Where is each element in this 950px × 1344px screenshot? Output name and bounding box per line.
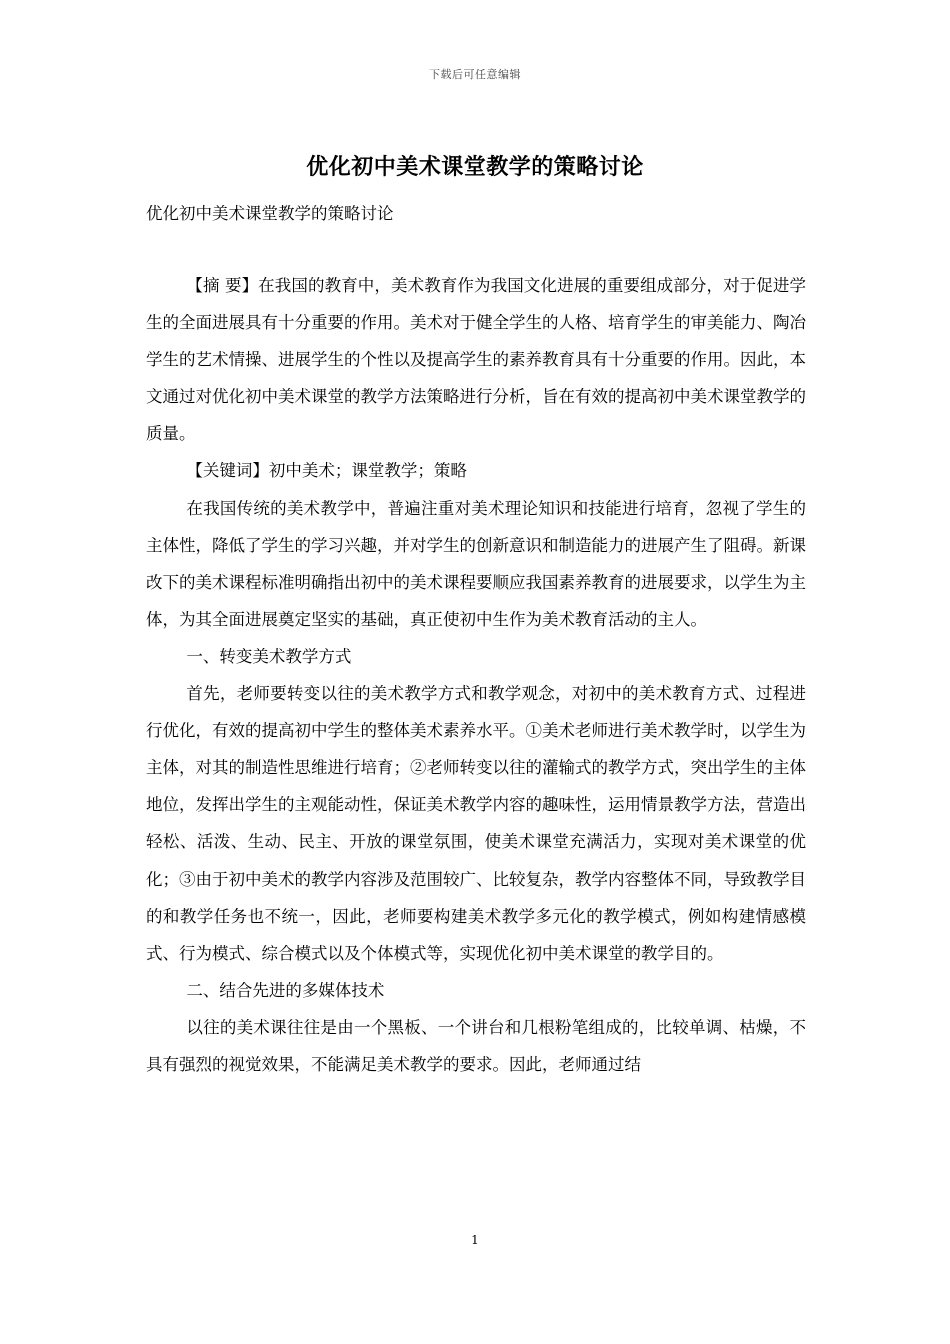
document-body — [146, 267, 806, 1083]
header-note: 下载后可任意编辑 — [429, 68, 521, 81]
section-heading-1: 一、转变美术教学方式 — [186, 646, 352, 666]
page-number: 1 — [471, 1233, 479, 1247]
section-1-paragraph: 首先，老师要转变以往的美术教学方式和教学观念，对初中的美术教育方式、过程进行优化，有效的提高初中学生的整体美术素养水平。①美术老师进行美术教学时，以学生为主体，对其的制造性思维进行培育；②老师转变以往的灌输式的教学方式，突出学生的主体地位，发挥出学生的主观能动性，保证美术教学内容的趣味性，运用情景教学方法，营造出轻松、活泼、生动、民主、开放的课堂氛围，使美术课堂充满活力，实现对美术课堂的优化；③由于初中美术的教学内容涉及范围较广、比较复杂，教学内容整体不同，导致教学目的和教学任务也不统一，因此，老师要构建美术教学多元化的教学模式，例如构建情感模式、行为模式、综合模式以及个体模式等，实现优化初中美术课堂的教学目的。 — [146, 684, 806, 963]
document-subtitle: 优化初中美术课堂教学的策略讨论 — [146, 204, 394, 223]
abstract-paragraph: 【摘 要】在我国的教育中，美术教育作为我国文化进展的重要组成部分，对于促进学生的全面进展具有十分重要的作用。美术对于健全学生的人格、培育学生的审美能力、陶冶学生的艺术情操、进展学生的个性以及提高学生的素养教育具有十分重要的作用。因此，本文通过对优化初中美术课堂的教学方法策略进行分析，旨在有效的提高初中美术课堂教学的质量。 — [146, 276, 806, 444]
section-heading-2: 二、结合先进的多媒体技术 — [186, 980, 385, 1000]
keywords-paragraph: 【关键词】初中美术；课堂教学；策略 — [186, 461, 467, 481]
section-2-paragraph: 以往的美术课往往是由一个黑板、一个讲台和几根粉笔组成的，比较单调、枯燥，不具有强烈的视觉效果，不能满足美术教学的要求。因此，老师通过结 — [146, 1017, 806, 1074]
intro-paragraph: 在我国传统的美术教学中，普遍注重对美术理论知识和技能进行培育，忽视了学生的主体性，降低了学生的学习兴趣，并对学生的创新意识和制造能力的进展产生了阻碍。新课改下的美术课程标准明确指出初中的美术课程要顺应我国素养教育的进展要求，以学生为主体，为其全面进展奠定坚实的基础，真正使初中生作为美术教育活动的主人。 — [146, 498, 806, 629]
document-title: 优化初中美术课堂教学的策略讨论 — [306, 154, 644, 180]
